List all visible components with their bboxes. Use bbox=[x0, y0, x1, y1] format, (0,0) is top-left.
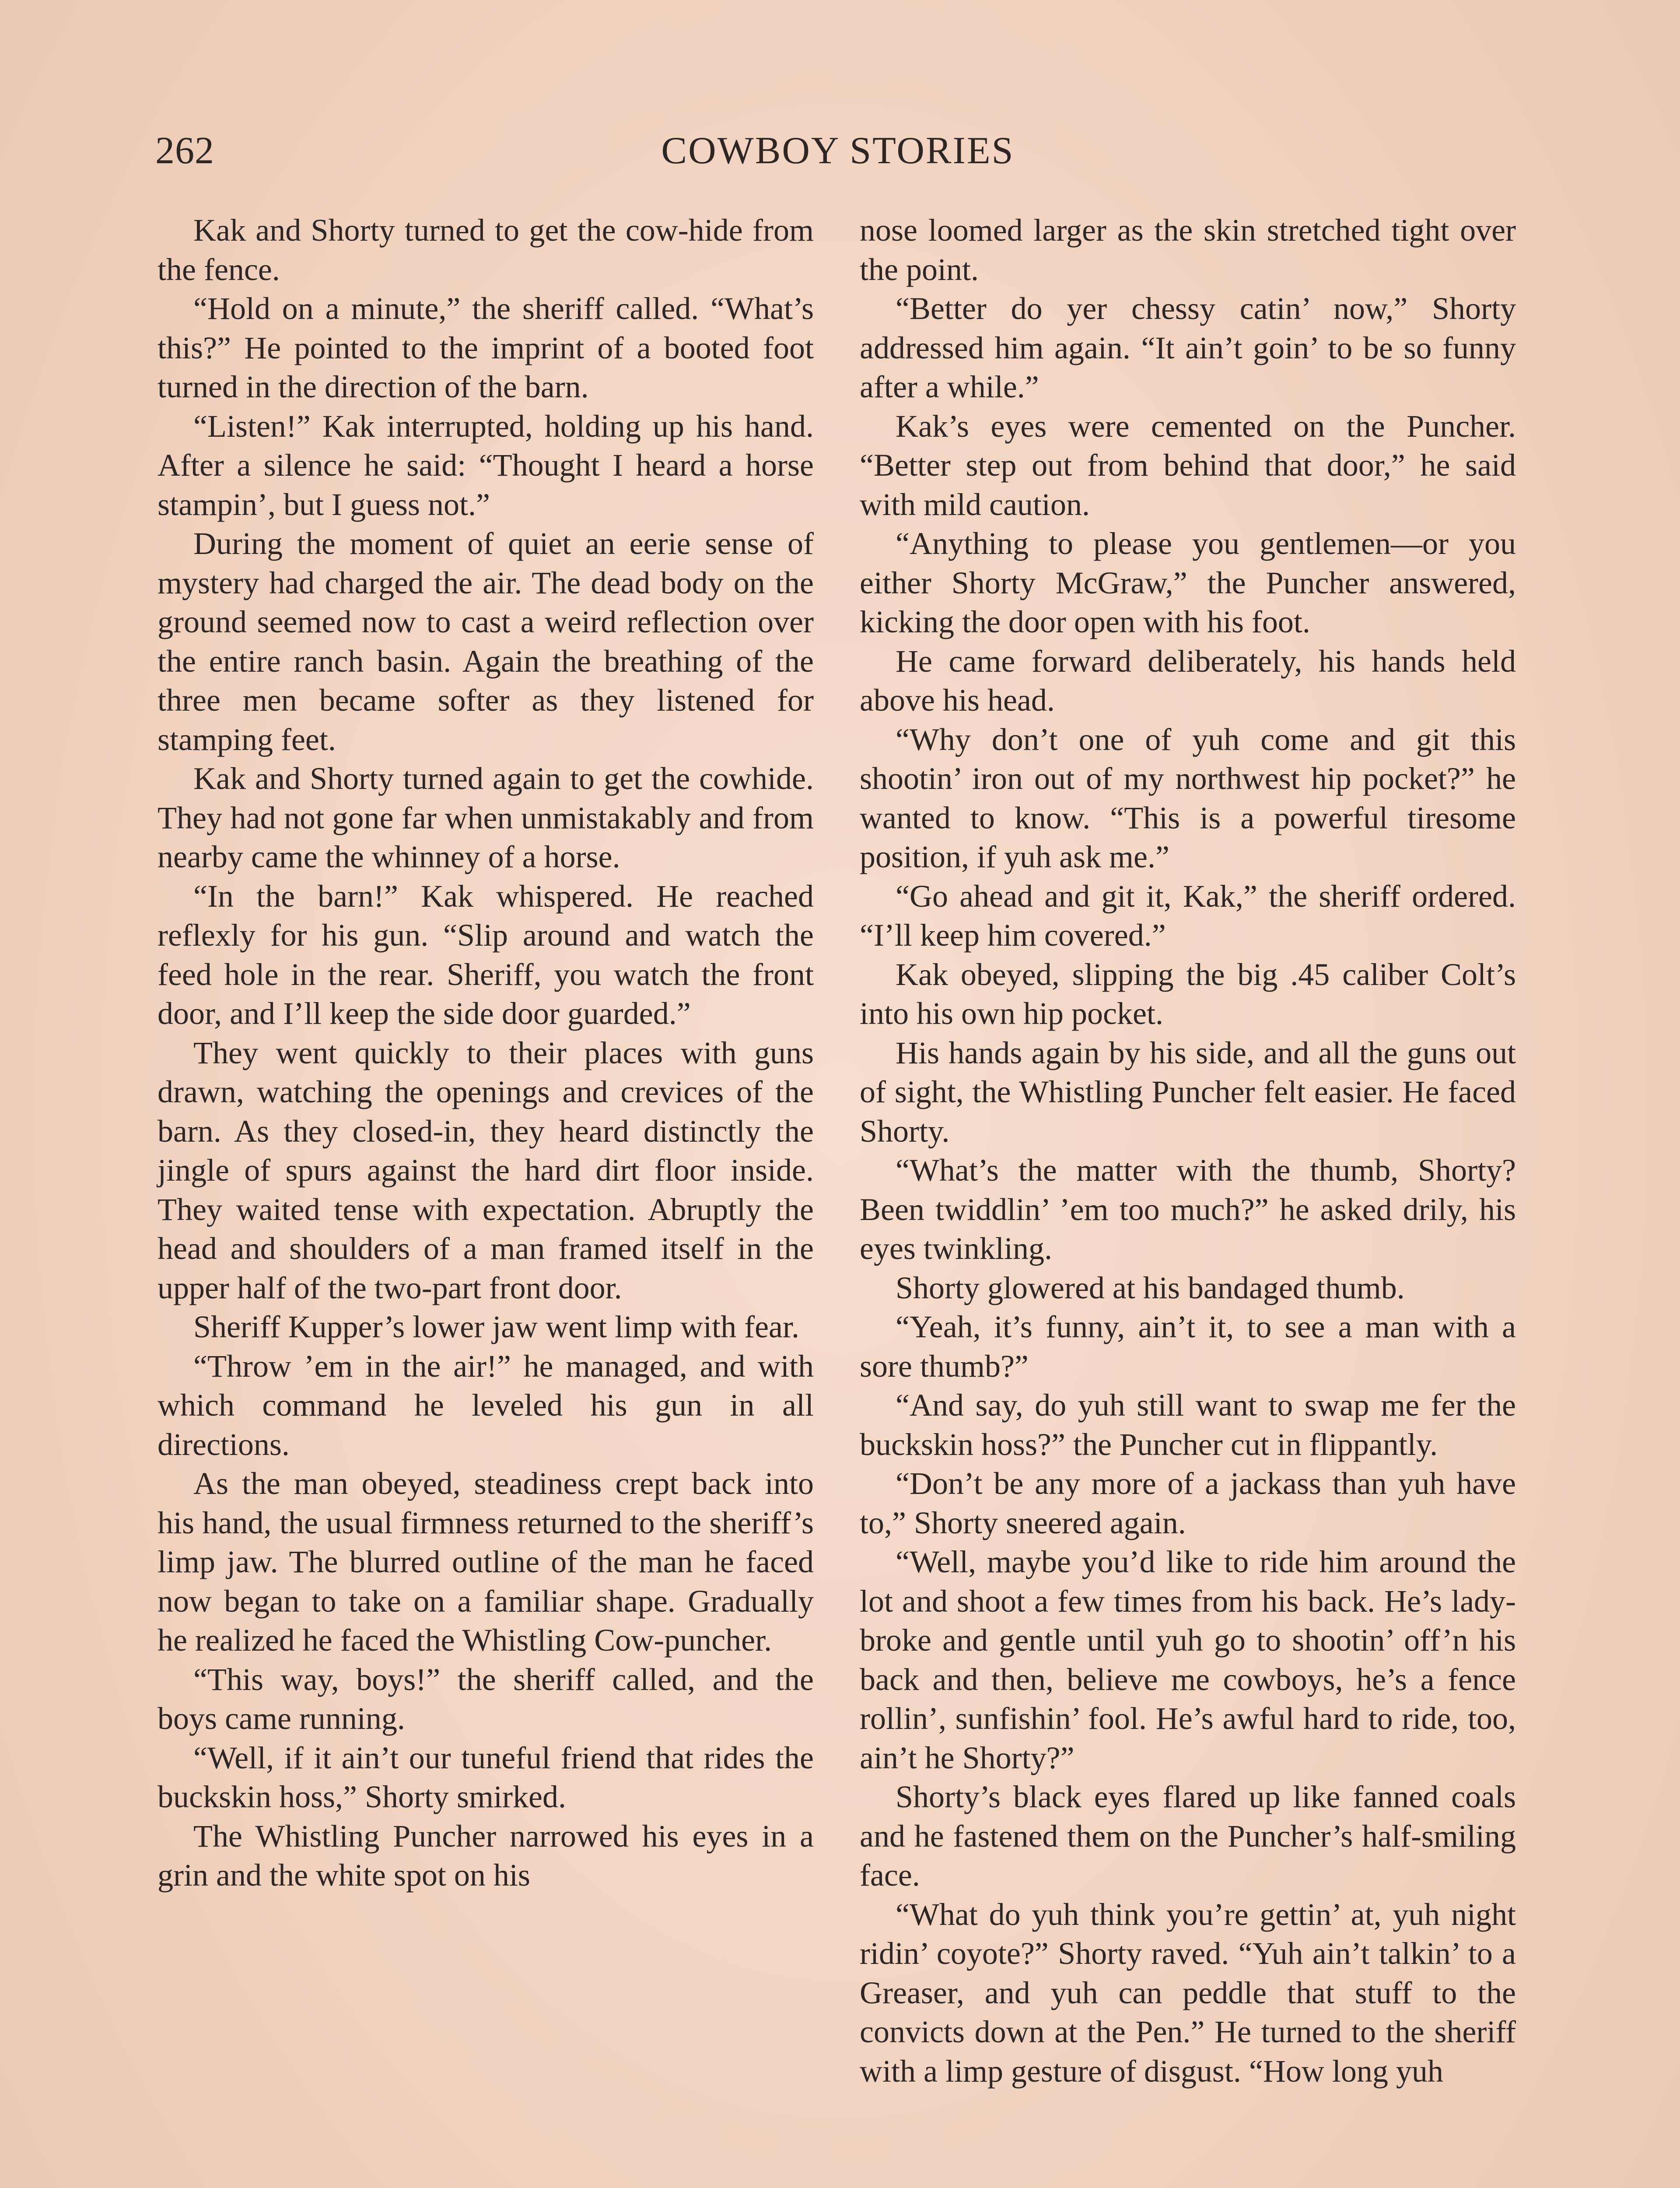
paragraph: “What do yuh think you’re gettin’ at, yuh night ridin’ coyote?” Shorty raved. “Yuh ain’t talkin’ to a Greaser, and yuh can peddle that stuff to the convicts down at the Pen.” He turned to the sheriff with a limp gesture of disgust. “How long yuh bbox=[860, 1897, 1516, 2089]
paragraph: “Hold on a minute,” the sheriff called. “What’s this?” He pointed to the imprint of a booted foot turned in the direction of the barn. bbox=[158, 291, 814, 404]
paragraph: “Go ahead and git it, Kak,” the sheriff ordered. “I’ll keep him covered.” bbox=[860, 878, 1516, 953]
paragraph: He came forward deliberately, his hands held above his head. bbox=[860, 643, 1516, 718]
paragraph: “Well, if it ain’t our tuneful friend that rides the buckskin hoss,” Shorty smirked. bbox=[158, 1740, 814, 1814]
paragraph: As the man obeyed, steadiness crept back into his hand, the usual firmness returned to the sheriff’s limp jaw. The blurred outline of the man he faced now began to take on a familiar shape. Gradually he realized he faced the Whistling Cow-puncher. bbox=[158, 1466, 814, 1658]
paragraph: Shorty glowered at his bandaged thumb. bbox=[896, 1270, 1405, 1305]
paragraph: Kak and Shorty turned to get the cow-hide from the fence. bbox=[158, 213, 814, 287]
paragraph: “Don’t be any more of a jackass than yuh have to,” Shorty sneered again. bbox=[860, 1466, 1516, 1540]
paragraph: They went quickly to their places with guns drawn, watching the openings and crevices of the barn. As they closed-in, they heard distinctly the jingle of spurs against the hard dirt floor inside. They waited tense with expectation. Abruptly the head and shoulders of a man framed itself in the upper half of the two-part front door. bbox=[158, 1035, 814, 1305]
paragraph: Sheriff Kupper’s lower jaw went limp with fear. bbox=[193, 1309, 800, 1344]
paragraph: “Yeah, it’s funny, ain’t it, to see a man with a sore thumb?” bbox=[860, 1309, 1516, 1384]
paragraph: “Well, maybe you’d like to ride him around the lot and shoot a few times from his back. He’s lady-broke and gentle until yuh go to shootin’ off’n his back and then, believe me cowboys, he’s a fence rollin’, sunfishin’ fool. He’s awful hard to ride, too, ain’t he Shorty?” bbox=[860, 1544, 1516, 1775]
paragraph: “And say, do yuh still want to swap me fer the buckskin hoss?” the Puncher cut in flippantly. bbox=[860, 1388, 1516, 1462]
right-column bbox=[860, 211, 1516, 2091]
paragraph: “What’s the matter with the thumb, Shorty? Been twiddlin’ ’em too much?” he asked drily, his eyes twinkling. bbox=[860, 1153, 1516, 1266]
paragraph: During the moment of quiet an eerie sense of mystery had charged the air. The dead body on the ground seemed now to cast a weird reflection over the entire ranch basin. Again the breathing of the three men became softer as they listened for stamping feet. bbox=[158, 526, 814, 757]
paragraph: Shorty’s black eyes flared up like fanned coals and he fastened them on the Puncher’s half-smiling face. bbox=[860, 1779, 1516, 1893]
paragraph: Kak obeyed, slipping the big .45 caliber Colt’s into his own hip pocket. bbox=[860, 957, 1516, 1031]
left-column bbox=[158, 211, 814, 1895]
paragraph: Kak and Shorty turned again to get the cowhide. They had not gone far when unmistakably and from nearby came the whinney of a horse. bbox=[158, 761, 814, 874]
page-number: 262 bbox=[155, 130, 214, 172]
paragraph-continued: nose loomed larger as the skin stretched tight over the point. bbox=[860, 213, 1516, 287]
paragraph: The Whistling Puncher narrowed his eyes in a grin and the white spot on his bbox=[158, 1818, 814, 1893]
paragraph: Kak’s eyes were cemented on the Puncher. “Better step out from behind that door,” he said with mild caution. bbox=[860, 408, 1516, 522]
paragraph: “Anything to please you gentlemen—or you either Shorty McGraw,” the Puncher answered, kicking the door open with his foot. bbox=[860, 526, 1516, 639]
paragraph: “Throw ’em in the air!” he managed, and with which command he leveled his gun in all directions. bbox=[158, 1348, 814, 1462]
paragraph: “This way, boys!” the sheriff called, and the boys came running. bbox=[158, 1662, 814, 1736]
paragraph: “In the barn!” Kak whispered. He reached reflexly for his gun. “Slip around and watch the feed hole in the rear. Sheriff, you watch the front door, and I’ll keep the side door guarded.” bbox=[158, 878, 814, 1031]
page-header bbox=[155, 127, 1520, 175]
paragraph: His hands again by his side, and all the guns out of sight, the Whistling Puncher felt easier. He faced Shorty. bbox=[860, 1035, 1516, 1149]
paragraph: “Better do yer chessy catin’ now,” Shorty addressed him again. “It ain’t goin’ to be so funny after a while.” bbox=[860, 291, 1516, 404]
paragraph: “Listen!” Kak interrupted, holding up his hand. After a silence he said: “Thought I heard a horse stampin’, but I guess not.” bbox=[158, 408, 814, 522]
paragraph: “Why don’t one of yuh come and git this shootin’ iron out of my northwest hip pocket?” he wanted to know. “This is a powerful tiresome position, if yuh ask me.” bbox=[860, 722, 1516, 874]
running-head: COWBOY STORIES bbox=[661, 130, 1015, 172]
